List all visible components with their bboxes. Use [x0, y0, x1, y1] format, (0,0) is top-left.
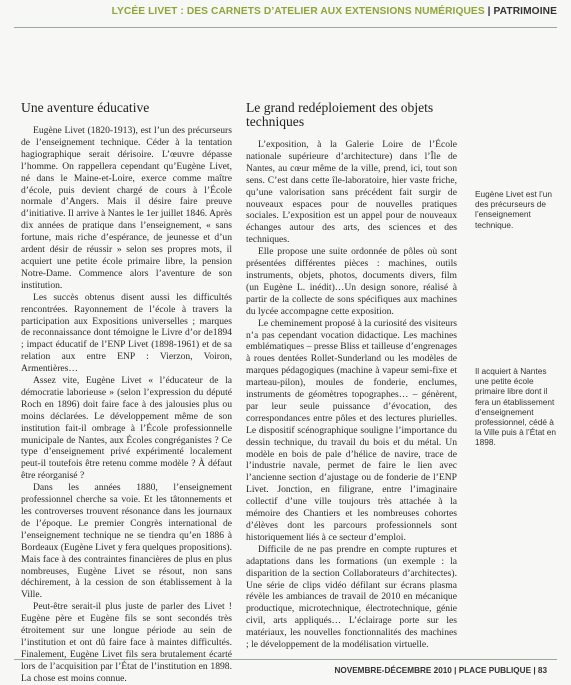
- left-article: [21, 101, 232, 685]
- header-section: PATRIMOINE: [493, 6, 557, 17]
- right-article: [246, 101, 457, 651]
- right-paragraph: L’exposition, à la Galerie Loire de l’École nationale supérieure d’architecture) dans l’Île de Nantes, au cœur même de la ville, prend, ici, tout son sens. C’est dans cette île-laboratoire, hier vaste friche, qu’une valorisation sans précédent fait surgir de nouveaux espaces pour de nouvelles pratiques sociales. L’exposition est un appel pour de nouveaux échanges autour des arts, des sciences et des techniques.: [246, 139, 457, 246]
- page-footer: [334, 666, 547, 675]
- left-paragraph: Peut-être serait-il plus juste de parler des Livet ! Eugène père et Eugène fils se sont secondés très étroitement sur une longue période au sein de l’institution et ont dû faire face à maintes difficultés. Finalement, Eugène Livet fils sera brutalement écarté lors de l’acquisition par l’État de l’institution en 1898. La chose est moins connue.: [21, 601, 232, 684]
- header-title: LYCÉE LIVET : DES CARNETS D’ATELIER AUX EXTENSIONS NUMÉRIQUES: [111, 6, 485, 17]
- caption-portrait: Eugène Livet est l’un des précurseurs de l’enseignement technique.: [475, 189, 553, 230]
- footer-page-separator: |: [531, 666, 538, 675]
- right-paragraph: Elle propose une suite ordonnée de pôles où sont présentées différentes pièces : machines, outils instruments, objets, photos, documents divers, film (un Eugène L. inédit)…Un design sonore, réalisé à partir de la collecte de sons spécifiques aux machines du lycée accompagne cette exposition.: [246, 246, 457, 317]
- header-separator: |: [484, 6, 494, 17]
- right-paragraph: Difficile de ne pas prendre en compte ruptures et adaptations dans les formations (un exemple : la disparition de la section Collaborateurs d’architectes). Une série de clips vidéo défilant sur écrans plasma révèle les ambiances de travail de 2010 en mécanique productique, microtechnique, électrotechnique, génie civil, arts appliqués… L’éclairage porte sur les matériaux, les nouvelles fonctionnalités des machines ; le développement de la modélisation virtuelle.: [246, 543, 457, 651]
- left-paragraph: Assez vite, Eugène Livet « l’éducateur de la démocratie laborieuse » (selon l’expression du député Roch en 1896) doit faire face à des jalousies plus ou moins déclarées. Le développement même de son institution fait-il ombrage à l’École professionnelle municipale de Nantes, aux Écoles congréganistes ? Ce type d’enseignement privé expérimenté localement peut-il toutefois être retenu comme modèle ? À défaut être réorganisé ?: [21, 375, 232, 482]
- footer-separator: |: [451, 666, 459, 675]
- footer-magazine: PLACE PUBLIQUE: [458, 666, 532, 675]
- right-article-title: Le grand redéploiement des objets techniques: [246, 100, 434, 129]
- right-paragraph: Le cheminement proposé à la curiosité des visiteurs n’a pas cependant vocation didactique. Les machines emblématiques – presse Bliss et tailleuse d’engrenages à roues dentées Rollet-Sunderland ou les modèles de marques pédagogiques (machine à vapeur semi-fixe et marteau-pilon), moules de fonderie, enclumes, instruments de géomètres topographes… – génèrent, par leur seule puissance d’évocation, des correspondances entre pôles et des lectures plurielles. Le dispositif scénographique souligne l’importance du dessin technique, du travail du bois et du métal. Un modèle en bois de pale d’hélice de navire, trace de l’industrie navale, permet de faire le lien avec l’ancienne section d’ajustage ou de fonderie de l’ENP Livet. Jonction, en filigrane, entre l’imaginaire collectif d’une ville toujours très attachée à la mémoire des Chantiers et les nombreuses cohortes d’élèves dont les parcours professionnels sont historiquement liés à ce secteur d’emploi.: [246, 317, 457, 543]
- running-header: [0, 6, 571, 17]
- header-rule: [14, 27, 557, 28]
- left-article-title: Une aventure éducative: [21, 100, 150, 115]
- footer-date: NOVEMBRE-DÉCEMBRE 2010: [334, 666, 452, 675]
- left-paragraph: Eugène Livet (1820-1913), est l’un des précurseurs de l’enseignement technique. Céder à la tentation hagiographique serait dérisoire. L’œuvre dépasse l’homme. On rappellera cependant qu’Eugène Livet, né dans le Maine-et-Loire, exerce comme maître d’école, puis devient chargé de cours à l’École normale d’Angers. Mais il désire faire preuve d’initiative. Il arrive à Nantes le 1er juillet 1846. Après dix années de pratique dans l’enseignement, « sans fortune, mais riche d’espérance, de jeunesse et d’un ardent désir de réussir » selon ses propres mots, il acquiert une petite école primaire libre, la pension Notre-Dame. Commence alors l’aventure de son institution.: [21, 125, 232, 291]
- caption-school: Il acquiert à Nantes une petite école primaire libre dont il fera un établissement d’enseignement professionnel, cédé à la Ville puis à l’État en 1898.: [475, 366, 557, 448]
- left-paragraph: Les succès obtenus disent aussi les difficultés rencontrées. Rayonnement de l’école à travers la participation aux Expositions universelles ; marques de reconnaissance dont témoigne le Livre d’or de1894 ; impact éducatif de l’ENP Livet (1898-1961) et de sa relation aux entre ENP : Vierzon, Voiron, Armentières…: [21, 291, 232, 375]
- page-number: 83: [537, 666, 547, 675]
- left-paragraph: Dans les années 1880, l’enseignement professionnel cherche sa voie. Et les tâtonnements et les controverses trouvent résonance dans les journaux de l’époque. Le premier Congrès international de l’enseignement technique ne se tiendra qu’en 1886 à Bordeaux (Eugène Livet y fera quelques propositions). Mais face à des contraintes financières de plus en plus nombreuses, Eugène Livet se résout, non sans déchirement, à la cession de son établissement à la Ville.: [21, 482, 232, 601]
